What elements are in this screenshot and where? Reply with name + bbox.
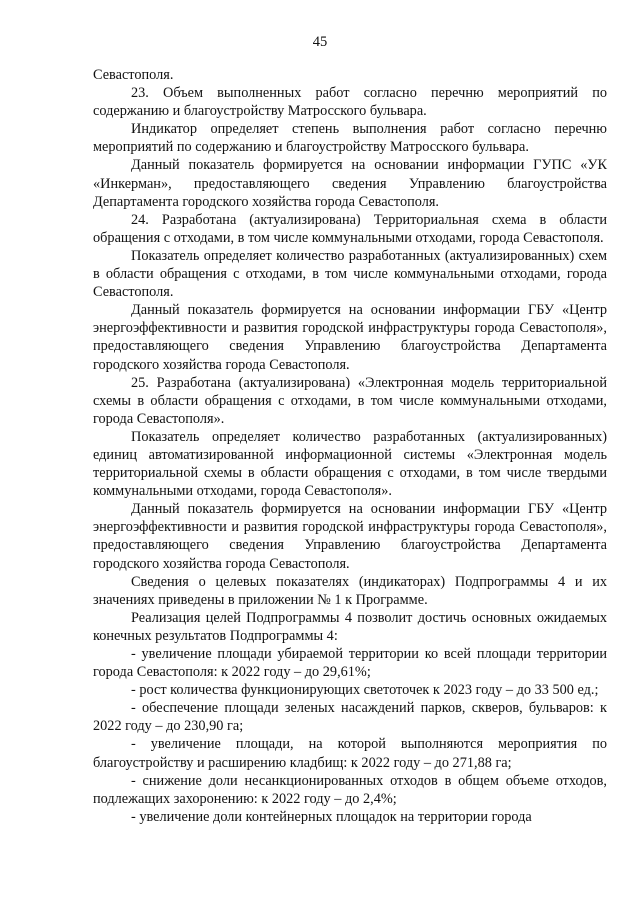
document-body [93,66,607,826]
list-item: - увеличение доли контейнерных площадок на территории города [131,808,532,825]
list-item: - обеспечение площади зеленых насаждений парков, скверов, бульваров: к 2022 году – до 230,90 га; [93,700,607,735]
paragraph: Данный показатель формируется на основании информации ГБУ «Центр энергоэффективности и развития городской инфраструктуры города Севастополя», предоставляющего сведения Управлению благоустройства Департамента городского хозяйства города Севастополя. [93,501,607,572]
paragraph: 24. Разработана (актуализирована) Территориальная схема в области обращения с отходами, в том числе коммунальными отходами, города Севастополя. [93,211,607,246]
list-item: - рост количества функционирующих светоточек к 2023 году – до 33 500 ед.; [131,682,599,699]
paragraph: Показатель определяет количество разработанных (актуализированных) схем в области обращения с отходами, в том числе коммунальными отходами, города Севастополя. [93,247,607,301]
paragraph: 23. Объем выполненных работ согласно перечню мероприятий по содержанию и благоустройству Матросского бульвара. [93,85,607,120]
paragraph: Севастополя. [93,67,174,83]
list-item: - увеличение площади, на которой выполняются мероприятия по благоустройству и расширению кладбищ: к 2022 году – до 271,88 га; [93,736,607,771]
list-item: - увеличение площади убираемой территории ко всей площади территории города Севастополя: к 2022 году – до 29,61%; [93,646,607,681]
paragraph: Сведения о целевых показателях (индикаторах) Подпрограммы 4 и их значениях приведены в приложении № 1 к Программе. [93,573,607,608]
paragraph: Данный показатель формируется на основании информации ГУПС «УК «Инкерман», предоставляющего сведения Управлению благоустройства Департамента городского хозяйства города Севастополя. [93,157,607,210]
paragraph: Показатель определяет количество разработанных (актуализированных) единиц автоматизированной информационной системы «Электронная модель территориальной схемы в области обращения с отходами, в том числе твердыми коммунальными отходами, города Севастополя». [93,428,607,500]
page-number: 45 [312,34,328,50]
paragraph: Реализация целей Подпрограммы 4 позволит достичь основных ожидаемых конечных результатов Подпрограммы 4: [93,609,607,644]
paragraph: 25. Разработана (актуализирована) «Электронная модель территориальной схемы в области обращения с отходами, в том числе коммунальными отходами, города Севастополя». [93,374,607,427]
list-item: - снижение доли несанкционированных отходов в общем объеме отходов, подлежащих захоронению: к 2022 году – до 2,4%; [93,772,607,807]
paragraph: Данный показатель формируется на основании информации ГБУ «Центр энергоэффективности и развития городской инфраструктуры города Севастополя», предоставляющего сведения Управлению благоустройства Департамента городского хозяйства города Севастополя. [93,302,607,373]
paragraph: Индикатор определяет степень выполнения работ согласно перечню мероприятий по содержанию и благоустройству Матросского бульвара. [93,121,607,156]
